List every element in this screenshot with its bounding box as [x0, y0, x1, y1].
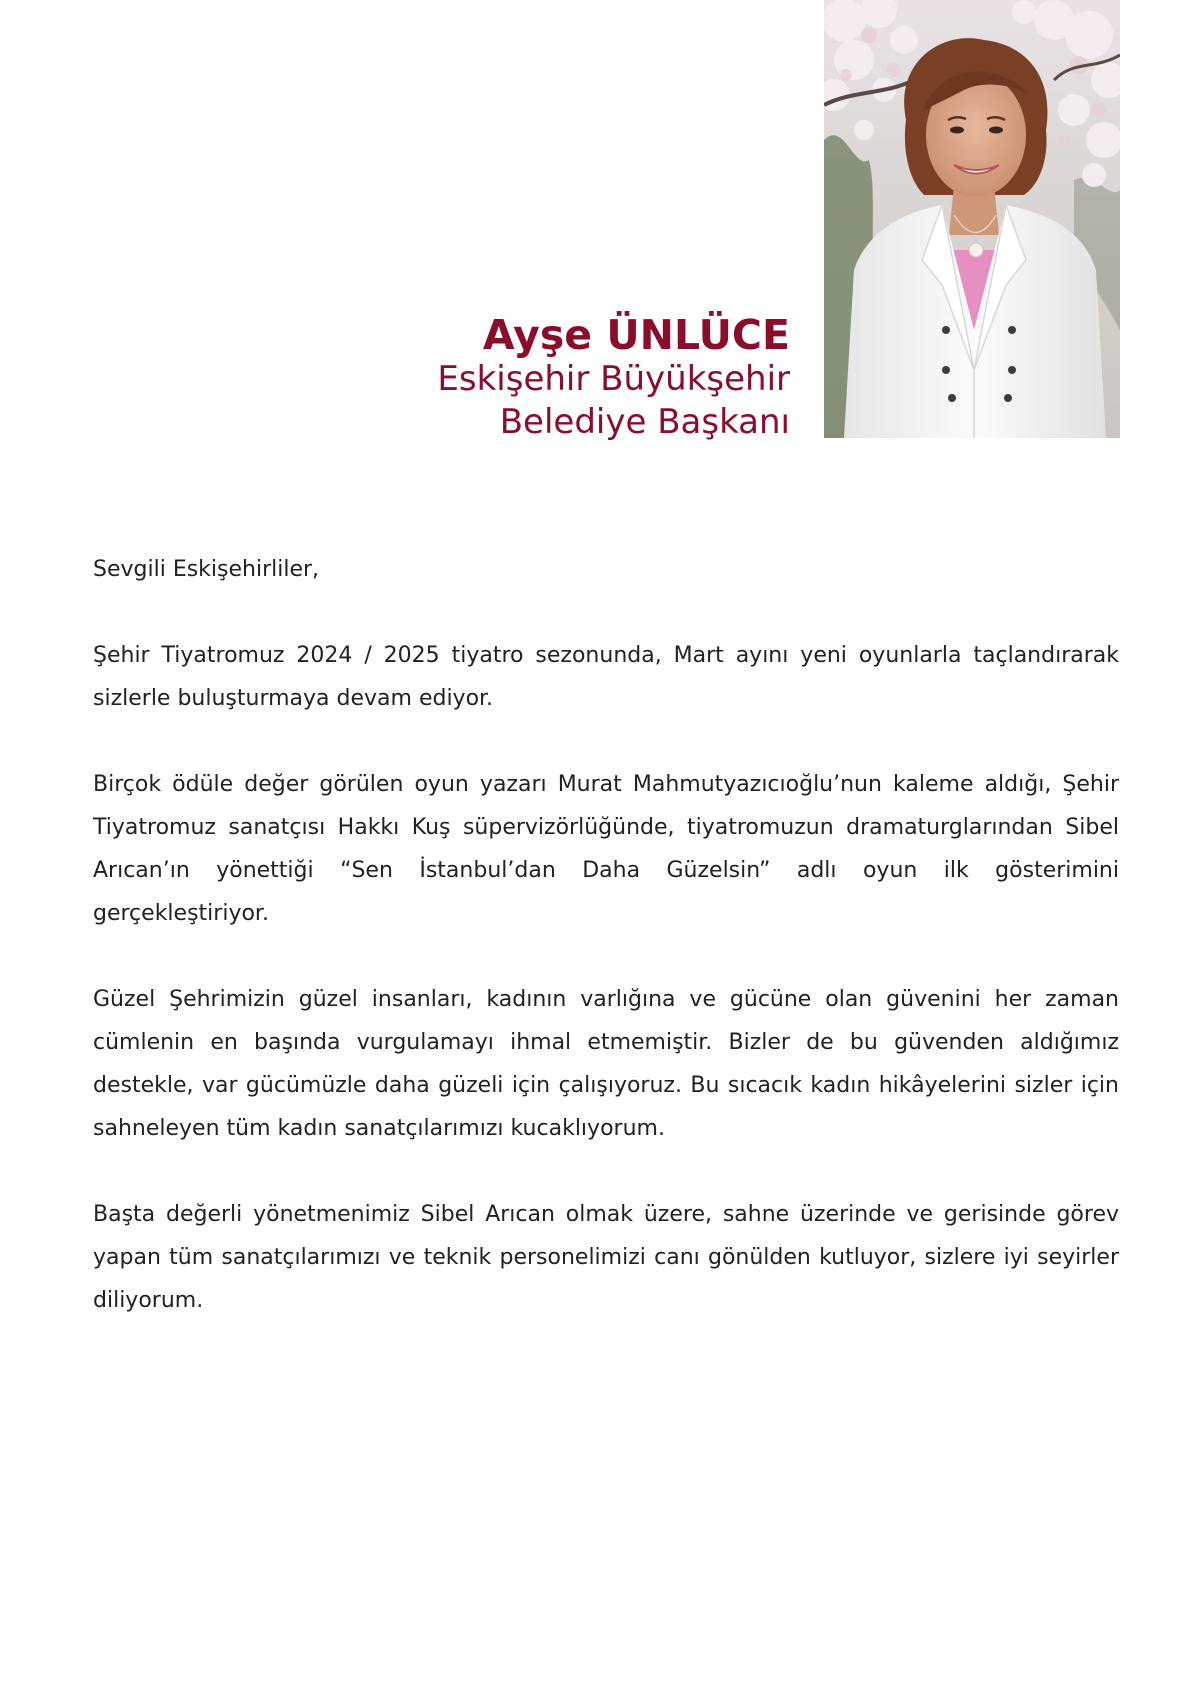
letter-greeting: Sevgili Eskişehirliler, — [93, 557, 320, 582]
letter-body — [93, 548, 1119, 1365]
author-name: Ayşe ÜNLÜCE — [482, 311, 790, 359]
letter-paragraph: Güzel Şehrimizin güzel insanları, kadının varlığına ve gücüne olan güvenini her zaman cümlenin en başında vurgulamayı ihmal etmemiştir. Bizler de bu güvenden aldığımız destekle, var gücümüzle daha güzeli için çalışıyoruz. Bu sıcacık kadın hikâyelerini sizler için sahneleyen tüm kadın sanatçılarımızı kucaklıyorum. — [93, 987, 1119, 1141]
author-title-line-1: Eskişehir Büyükşehir — [437, 359, 790, 399]
letter-paragraph: Şehir Tiyatromuz 2024 / 2025 tiyatro sezonunda, Mart ayını yeni oyunlarla taçlandırarak sizlerle buluşturmaya devam ediyor. — [93, 643, 1119, 711]
portrait-photo — [824, 0, 1120, 438]
letter-paragraph: Başta değerli yönetmenimiz Sibel Arıcan olmak üzere, sahne üzerinde ve gerisinde görev yapan tüm sanatçılarımızı ve teknik personelimizi canı gönülden kutluyor, sizlere iyi seyirler diliyorum. — [93, 1202, 1119, 1313]
author-header — [380, 312, 790, 444]
author-title-line-2: Belediye Başkanı — [499, 402, 790, 442]
letter-paragraph: Birçok ödüle değer görülen oyun yazarı Murat Mahmutyazıcıoğlu’nun kaleme aldığı, Şehir Tiyatromuz sanatçısı Hakkı Kuş süpervizörlüğünde, tiyatromuzun dramaturglarından Sibel Arıcan’ın yönettiği “Sen İstanbul’dan Daha Güzelsin” adlı oyun ilk gösterimini gerçekleştiriyor. — [93, 772, 1119, 926]
